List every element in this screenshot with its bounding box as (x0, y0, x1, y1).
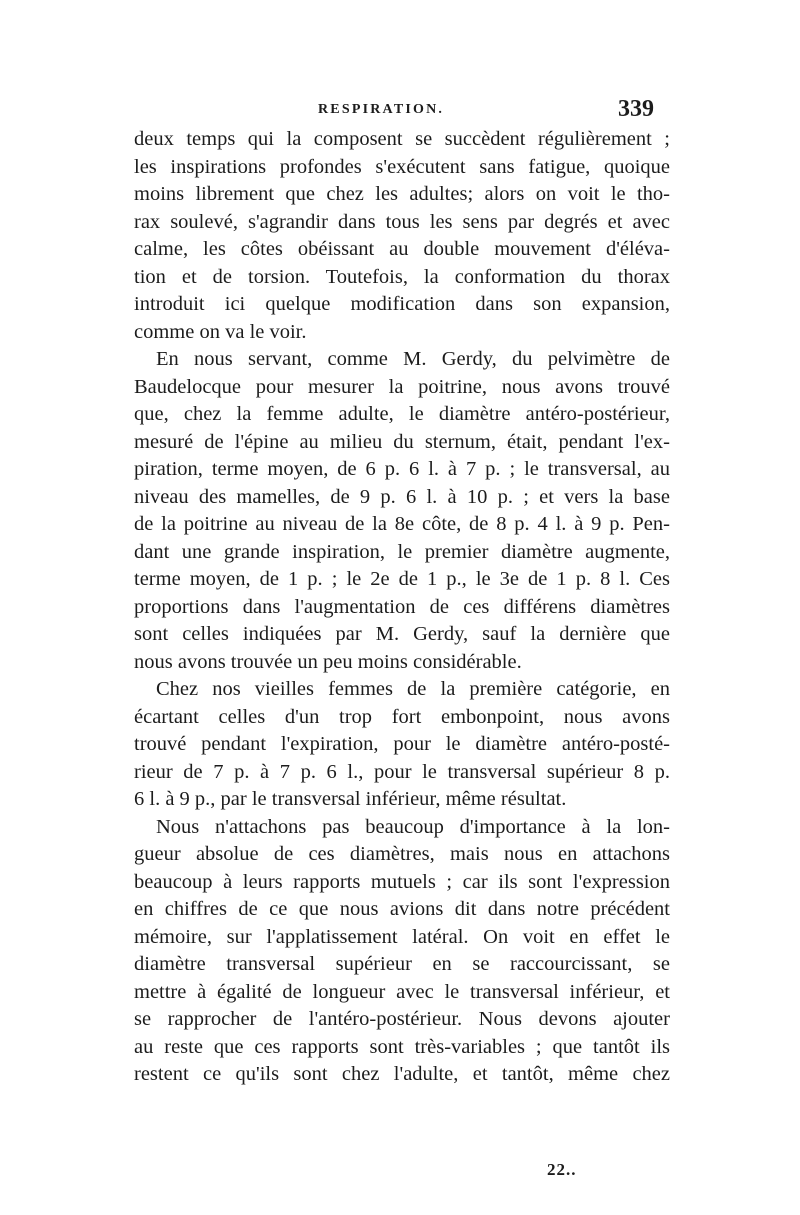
text-line: introduit ici quelque modification dans son expansion, (134, 293, 670, 315)
text-line: 6 l. à 9 p., par le transversal inférieur, même résultat. (134, 788, 567, 810)
text-line: piration, terme moyen, de 6 p. 6 l. à 7 p. ; le transversal, au (134, 458, 670, 480)
text-line: trouvé pendant l'expiration, pour le diamètre antéro-posté- (134, 733, 670, 755)
text-line: diamètre transversal supérieur en se raccourcissant, se (134, 953, 670, 975)
text-line: rax soulevé, s'agrandir dans tous les sens par degrés et avec (134, 210, 670, 233)
text-line: restent ce qu'ils sont chez l'adulte, et tantôt, même chez (134, 1063, 670, 1085)
running-head (0, 96, 800, 126)
text-line: beaucoup à leurs rapports mutuels ; car ils sont l'expression (134, 870, 670, 893)
text-line: Baudelocque pour mesurer la poitrine, nous avons trouvé (134, 375, 670, 398)
text-line: Nous n'attachons pas beaucoup d'importance à la lon- (156, 815, 670, 838)
text-line: gueur absolue de ces diamètres, mais nous en attachons (134, 843, 670, 865)
text-line: mesuré de l'épine au milieu du sternum, était, pendant l'ex- (134, 430, 670, 453)
signature-mark: 22.. (547, 1160, 577, 1179)
text-line: comme on va le voir. (134, 320, 307, 343)
text-line: deux temps qui la composent se succèdent régulièrement ; (134, 128, 670, 150)
body-text (134, 126, 670, 1089)
text-line: tion et de torsion. Toutefois, la conformation du thorax (134, 265, 670, 288)
text-line: nous avons trouvée un peu moins considérable. (134, 650, 522, 673)
text-line: écartant celles d'un trop fort embonpoint, nous avons (134, 705, 670, 728)
text-line: les inspirations profondes s'exécutent sans fatigue, quoique (134, 155, 670, 178)
text-line: que, chez la femme adulte, le diamètre antéro-postérieur, (134, 403, 670, 425)
text-line: calme, les côtes obéissant au double mouvement d'éléva- (134, 238, 670, 260)
text-line: En nous servant, comme M. Gerdy, du pelvimètre de (156, 348, 670, 370)
text-line: Chez nos vieilles femmes de la première catégorie, en (156, 678, 670, 700)
text-line: dant une grande inspiration, le premier diamètre augmente, (134, 540, 670, 563)
text-line: mettre à égalité de longueur avec le transversal inférieur, et (134, 980, 670, 1003)
running-title: RESPIRATION. (318, 102, 445, 117)
text-line: mémoire, sur l'applatissement latéral. On voit en effet le (134, 925, 670, 948)
text-line: moins librement que chez les adultes; alors on voit le tho- (134, 183, 670, 205)
text-line: terme moyen, de 1 p. ; le 2e de 1 p., le 3e de 1 p. 8 l. Ces (134, 568, 670, 590)
text-line: proportions dans l'augmentation de ces différens diamètres (134, 595, 670, 618)
text-line: au reste que ces rapports sont très-variables ; que tantôt ils (134, 1035, 670, 1058)
text-line: de la poitrine au niveau de la 8e côte, de 8 p. 4 l. à 9 p. Pen- (134, 513, 670, 535)
text-line: se rapprocher de l'antéro-postérieur. Nous devons ajouter (134, 1008, 670, 1030)
page-number: 339 (618, 96, 654, 122)
text-line: niveau des mamelles, de 9 p. 6 l. à 10 p. ; et vers la base (134, 485, 670, 508)
text-line: sont celles indiquées par M. Gerdy, sauf la dernière que (134, 623, 670, 645)
text-line: en chiffres de ce que nous avions dit dans notre précédent (134, 898, 670, 920)
text-line: rieur de 7 p. à 7 p. 6 l., pour le transversal supérieur 8 p. (134, 760, 670, 783)
